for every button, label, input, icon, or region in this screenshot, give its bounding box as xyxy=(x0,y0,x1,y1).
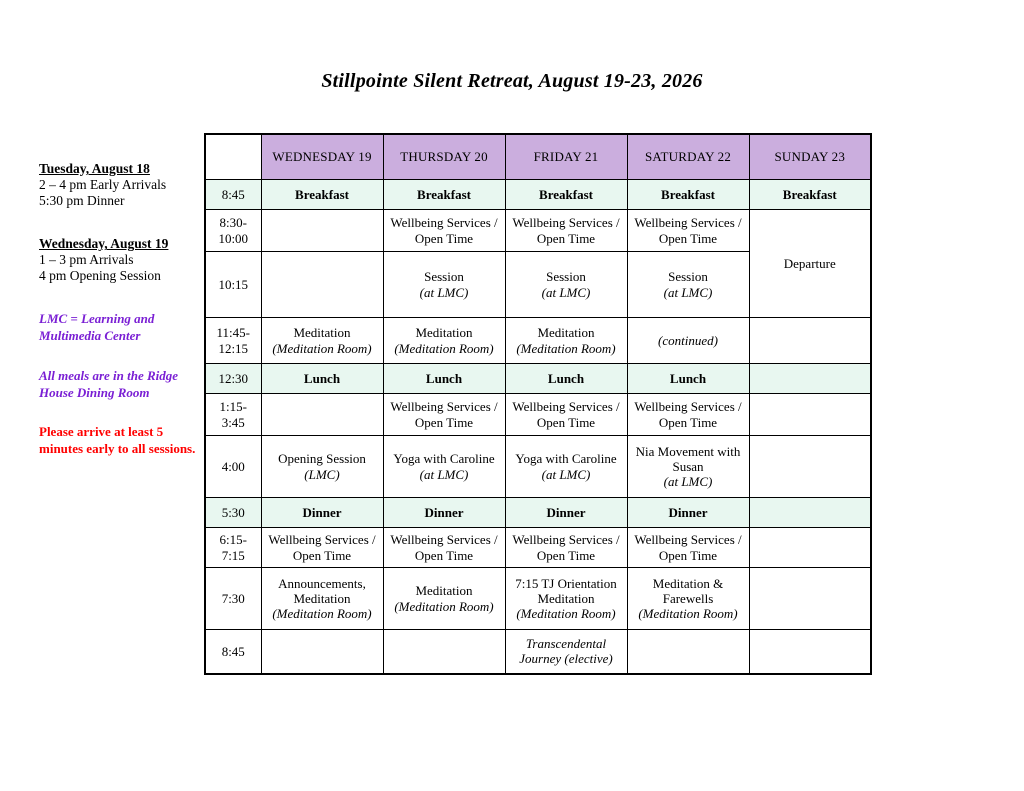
cell-activity-name: Dinner xyxy=(424,504,464,520)
table-row xyxy=(205,394,871,436)
schedule-cell xyxy=(505,394,627,436)
schedule-cell xyxy=(261,180,383,210)
cell-activity-location: (Meditation Room) xyxy=(394,340,494,356)
cell-activity-name: Lunch xyxy=(303,370,341,386)
cell-activity-name: Wellbeing Services / Open Time xyxy=(634,215,742,246)
cell-activity-location: (at LMC) xyxy=(419,466,469,482)
schedule-cell-empty xyxy=(261,394,383,436)
schedule-cell xyxy=(627,180,749,210)
note-lmc-definition: LMC = Learning and Multimedia Center xyxy=(39,310,155,344)
note-tuesday-line-1: 2 – 4 pm Early Arrivals xyxy=(39,176,167,192)
schedule-cell xyxy=(627,528,749,568)
note-tuesday xyxy=(39,161,199,208)
schedule-cell xyxy=(383,252,505,318)
cell-activity-name: Session xyxy=(546,269,586,285)
schedule-cell xyxy=(627,436,749,498)
notes-sidebar xyxy=(39,161,199,458)
schedule-cell xyxy=(505,630,627,674)
schedule-cell xyxy=(383,394,505,436)
schedule-cell-empty xyxy=(749,568,871,630)
schedule-cell xyxy=(383,568,505,630)
cell-activity-name: Lunch xyxy=(425,370,463,386)
row-time-label: 1:15- 3:45 xyxy=(205,394,261,436)
cell-activity-location: (LMC) xyxy=(304,466,340,482)
note-wednesday-line-1: 1 – 3 pm Arrivals xyxy=(39,252,134,268)
schedule-cell xyxy=(627,318,749,364)
schedule-cell-empty xyxy=(749,364,871,394)
schedule-cell-empty xyxy=(749,436,871,498)
schedule-cell xyxy=(261,528,383,568)
schedule-cell xyxy=(505,364,627,394)
schedule-cell xyxy=(627,568,749,630)
cell-activity-name: Meditation xyxy=(537,325,595,341)
cell-activity-name: Meditation xyxy=(293,325,351,341)
schedule-cell-empty xyxy=(749,318,871,364)
schedule-cell xyxy=(505,180,627,210)
cell-activity-name: Wellbeing Services / Open Time xyxy=(268,532,376,563)
schedule-cell-empty xyxy=(383,630,505,674)
cell-activity-location: (Meditation Room) xyxy=(516,606,616,622)
schedule-cell xyxy=(505,210,627,252)
note-wednesday-heading: Wednesday, August 19 xyxy=(39,236,169,252)
row-time-label: 8:45 xyxy=(205,630,261,674)
cell-activity-name: Dinner xyxy=(302,504,342,520)
cell-activity-name: Yoga with Caroline xyxy=(393,451,495,467)
cell-activity-location: (at LMC) xyxy=(541,466,591,482)
row-time-label: 8:45 xyxy=(205,180,261,210)
schedule-cell xyxy=(383,364,505,394)
schedule-cell xyxy=(505,318,627,364)
cell-activity-location: (Meditation Room) xyxy=(272,606,372,622)
schedule-cell xyxy=(627,252,749,318)
schedule-cell xyxy=(383,318,505,364)
table-row xyxy=(205,318,871,364)
schedule-body xyxy=(205,180,871,674)
cell-activity-name: Session xyxy=(424,269,464,285)
table-row xyxy=(205,436,871,498)
cell-activity-location: (at LMC) xyxy=(419,284,469,300)
schedule-cell xyxy=(627,498,749,528)
schedule-cell xyxy=(383,436,505,498)
column-header-sunday: SUNDAY 23 xyxy=(749,134,871,180)
cell-activity-name: Breakfast xyxy=(539,186,593,202)
cell-activity-location: (Meditation Room) xyxy=(638,606,738,622)
spacer xyxy=(39,402,199,424)
schedule-cell-empty xyxy=(261,252,383,318)
note-meals-location: All meals are in the Ridge House Dining Room xyxy=(39,367,179,401)
cell-activity-name: Yoga with Caroline xyxy=(515,451,617,467)
column-header-saturday: SATURDAY 22 xyxy=(627,134,749,180)
cell-activity-name: Wellbeing Services / Open Time xyxy=(634,532,742,563)
cell-activity-name: Lunch xyxy=(669,370,707,386)
note-tuesday-heading: Tuesday, August 18 xyxy=(39,161,150,176)
cell-activity-location: (Meditation Room) xyxy=(394,598,494,614)
page-title: Stillpointe Silent Retreat, August 19-23, 2026 xyxy=(321,70,703,92)
schedule-cell-empty xyxy=(749,394,871,436)
cell-activity-name: Breakfast xyxy=(661,186,715,202)
schedule-table-container xyxy=(204,133,872,675)
schedule-cell-empty xyxy=(749,498,871,528)
schedule-cell xyxy=(383,498,505,528)
cell-activity-name: Meditation & Farewells xyxy=(652,575,724,606)
spacer xyxy=(39,345,199,367)
cell-activity-name: Wellbeing Services / Open Time xyxy=(390,399,498,430)
table-row xyxy=(205,630,871,674)
cell-activity-name: Session xyxy=(668,269,708,285)
cell-activity-name: Meditation xyxy=(415,583,473,599)
cell-activity-name: Wellbeing Services / Open Time xyxy=(390,215,498,246)
schedule-cell xyxy=(383,210,505,252)
column-header-friday: FRIDAY 21 xyxy=(505,134,627,180)
table-row xyxy=(205,364,871,394)
cell-activity-name: Meditation xyxy=(415,325,473,341)
note-wednesday-line-2: 4 pm Opening Session xyxy=(39,267,161,283)
row-time-label: 4:00 xyxy=(205,436,261,498)
row-time-label: 7:30 xyxy=(205,568,261,630)
table-row xyxy=(205,568,871,630)
cell-activity-name: 7:15 TJ Orientation Meditation xyxy=(515,575,617,606)
table-row xyxy=(205,180,871,210)
schedule-cell xyxy=(627,394,749,436)
cell-activity-name: Breakfast xyxy=(295,186,349,202)
column-header-wednesday: WEDNESDAY 19 xyxy=(261,134,383,180)
row-time-label: 6:15- 7:15 xyxy=(205,528,261,568)
schedule-table xyxy=(204,133,872,675)
cell-activity-location: (at LMC) xyxy=(663,284,713,300)
schedule-cell xyxy=(627,210,749,252)
schedule-cell-departure xyxy=(749,210,871,318)
schedule-cell-empty xyxy=(261,210,383,252)
schedule-cell xyxy=(505,436,627,498)
schedule-cell xyxy=(261,364,383,394)
schedule-cell-empty xyxy=(749,528,871,568)
row-time-label: 11:45- 12:15 xyxy=(205,318,261,364)
cell-activity-name: Departure xyxy=(783,255,836,271)
schedule-cell-empty xyxy=(749,630,871,674)
cell-activity-name: Wellbeing Services / Open Time xyxy=(512,215,620,246)
spacer xyxy=(39,208,199,236)
note-wednesday xyxy=(39,236,199,283)
schedule-cell-empty xyxy=(261,630,383,674)
schedule-cell xyxy=(749,180,871,210)
table-row xyxy=(205,498,871,528)
table-row xyxy=(205,210,871,252)
cell-activity-name: Opening Session xyxy=(278,451,366,467)
cell-activity-name: Breakfast xyxy=(782,186,837,202)
row-time-label: 12:30 xyxy=(205,364,261,394)
cell-activity-name: Wellbeing Services / Open Time xyxy=(512,532,620,563)
table-header-row xyxy=(205,134,871,180)
schedule-cell xyxy=(383,528,505,568)
table-row xyxy=(205,528,871,568)
cell-activity-name: Breakfast xyxy=(417,186,471,202)
column-header-thursday: THURSDAY 20 xyxy=(383,134,505,180)
spacer xyxy=(39,284,199,310)
cell-activity-location: (Meditation Room) xyxy=(516,340,616,356)
schedule-cell xyxy=(261,436,383,498)
row-time-label: 5:30 xyxy=(205,498,261,528)
schedule-cell xyxy=(261,498,383,528)
cell-activity-name: Wellbeing Services / Open Time xyxy=(512,399,620,430)
cell-activity-location: (continued) xyxy=(658,332,718,348)
row-time-label: 10:15 xyxy=(205,252,261,318)
cell-activity-name: Lunch xyxy=(547,370,585,386)
schedule-cell xyxy=(505,498,627,528)
schedule-cell-empty xyxy=(627,630,749,674)
schedule-cell xyxy=(505,568,627,630)
schedule-cell xyxy=(505,528,627,568)
schedule-cell xyxy=(261,568,383,630)
cell-activity-name: Wellbeing Services / Open Time xyxy=(634,399,742,430)
schedule-cell xyxy=(627,364,749,394)
note-tuesday-line-2: 5:30 pm Dinner xyxy=(39,192,125,208)
schedule-cell xyxy=(261,318,383,364)
cell-activity-location: (at LMC) xyxy=(541,284,591,300)
cell-activity-name: Dinner xyxy=(668,504,708,520)
cell-activity-name: Dinner xyxy=(546,504,586,520)
schedule-cell xyxy=(505,252,627,318)
table-corner-cell xyxy=(205,134,261,180)
cell-activity-location: (at LMC) xyxy=(663,474,713,490)
row-time-label: 8:30- 10:00 xyxy=(205,210,261,252)
cell-activity-location: Transcendental Journey (elective) xyxy=(519,635,613,667)
cell-activity-name: Announcements, Meditation xyxy=(278,575,366,606)
note-arrival-reminder: Please arrive at least 5 minutes early to all sessions. xyxy=(39,423,196,456)
cell-activity-name: Nia Movement with Susan xyxy=(635,443,741,474)
cell-activity-name: Wellbeing Services / Open Time xyxy=(390,532,498,563)
cell-activity-location: (Meditation Room) xyxy=(272,340,372,356)
schedule-cell xyxy=(383,180,505,210)
